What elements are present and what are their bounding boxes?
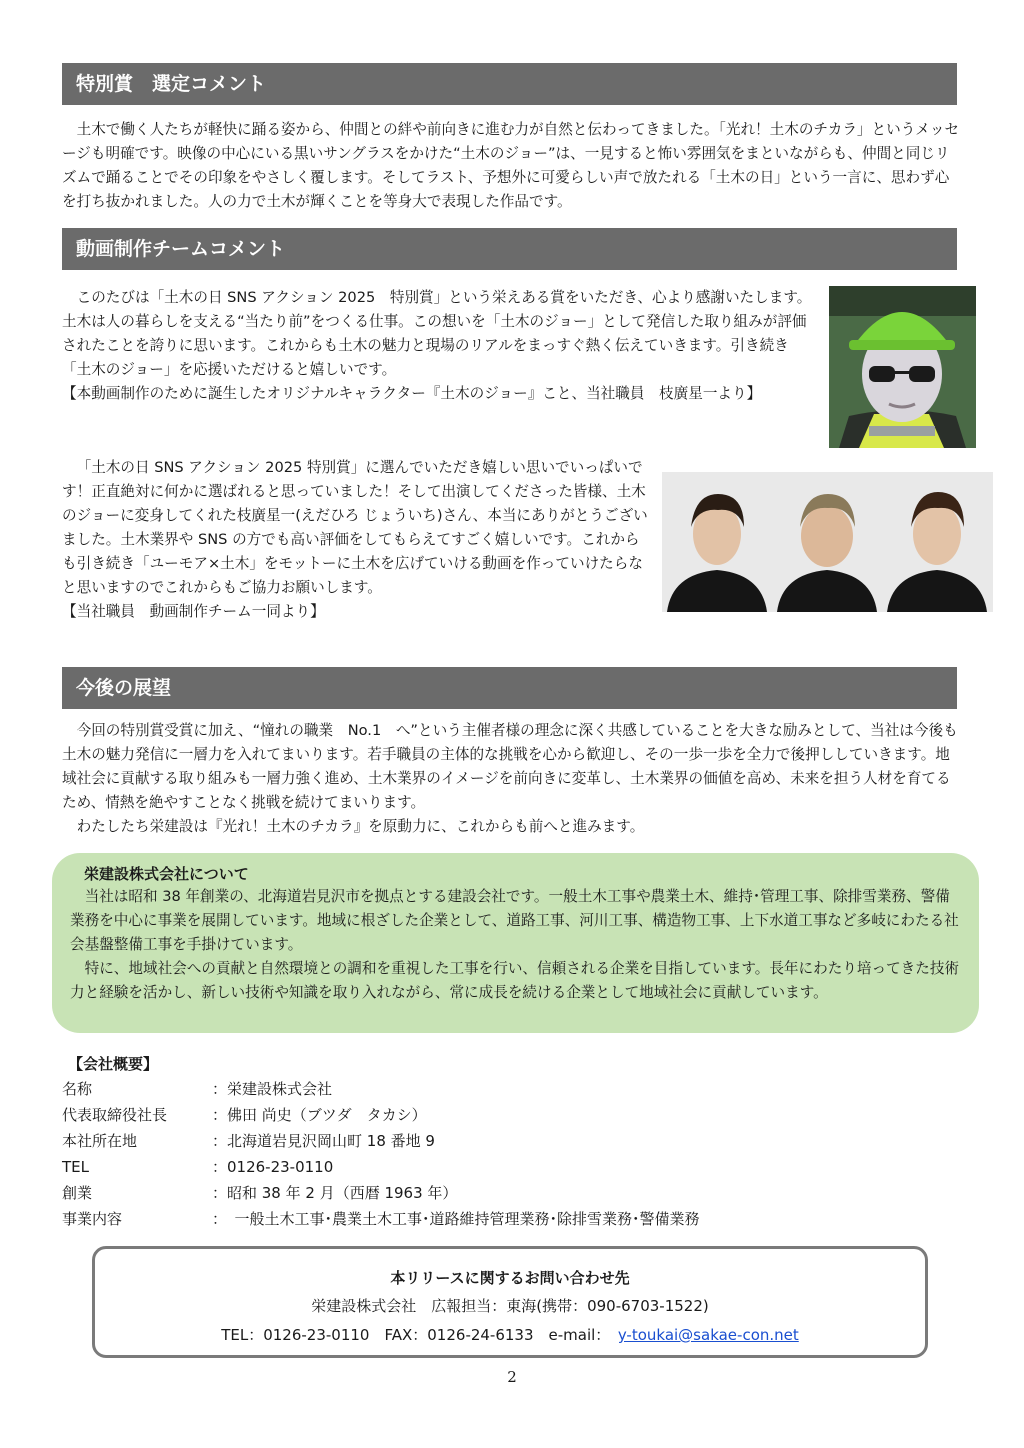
outlook-heading: 今後の展望 (62, 667, 957, 709)
special-award-heading: 特別賞 選定コメント (62, 63, 957, 105)
company-overview-title: 【会社概要】 (68, 1055, 159, 1073)
overview-value: ：栄建設株式会社 (212, 1080, 333, 1098)
contact-numbers (95, 1322, 925, 1348)
contact-title: 本リリースに関するお問い合わせ先 (390, 1269, 630, 1287)
company-overview (62, 1052, 700, 1232)
contact-person: 栄建設株式会社 広報担当：東海(携帯：090-6703-1522) (311, 1297, 709, 1315)
overview-label: 本社所在地 (62, 1132, 138, 1150)
joe-character-photo (829, 286, 976, 448)
team-comment-2-attribution: 【当社職員 動画制作チーム一同より】 (62, 603, 325, 620)
about-company-para-2: 特に、地域社会への貢献と自然環境との調和を重視した工事を行い、信頼される企業を目指しています。長年にわたり培ってきた技術力と経験を活かし、新しい技術や知識を取り入れながら、常に成長を続ける企業として地域社会に貢献しています。 (70, 960, 960, 1001)
overview-row-business (62, 1206, 700, 1232)
overview-label: 名称 (62, 1080, 93, 1098)
overview-row-founded (62, 1180, 700, 1206)
contact-tel-fax: TEL：0126-23-0110 FAX：0126-24-6133 e-mail： (221, 1326, 618, 1344)
overview-value: ：昭和 38 年 2 月（西暦 1963 年） (212, 1184, 458, 1202)
overview-row-address (62, 1128, 700, 1154)
overview-value: ：佛田 尚史（ブツダ タカシ） (212, 1106, 427, 1124)
team-photo (662, 472, 993, 612)
team-comment-1: このたびは「土木の日 SNS アクション 2025 特別賞」という栄えある賞をいただき、心より感謝いたします。土木は人の暮らしを支える“当たり前”をつくる仕事。この想いを「土木のジョー」として発信した取り組みが評価されたことを誇りに思います。これからも土木の魅力と現場のリアルをまっすぐ熱く伝えていきます。引き続き「土木のジョー」を応援いただけると嬉しいです。 【本動画制作のために誕生したオリジナルキャラクター『土木のジョー』こと、当社職員 枝廣星一より】 (62, 286, 817, 406)
overview-value: ：北海道岩見沢岡山町 18 番地 9 (212, 1132, 435, 1150)
overview-value: ：0126-23-0110 (212, 1158, 334, 1176)
overview-row-name (62, 1076, 700, 1102)
contact-box (92, 1246, 928, 1358)
team-members-image (662, 472, 993, 612)
about-company-para-1: 当社は昭和 38 年創業の、北海道岩見沢市を拠点とする建設会社です。一般土木工事や農業土木、維持･管理工事、除排雪業務、警備業務を中心に事業を展開しています。地域に根ざした企業として、道路工事、河川工事、構造物工事、上下水道工事など多岐にわたる社会基盤整備工事を手掛けています。 (70, 888, 959, 953)
contact-email-link[interactable]: y-toukai@sakae-con.net (617, 1326, 799, 1344)
overview-label: TEL (62, 1158, 89, 1176)
overview-row-president (62, 1102, 700, 1128)
team-comment-2: 「土木の日 SNS アクション 2025 特別賞」に選んでいただき嬉しい思いでいっぱいです！正直絶対に何かに選ばれると思っていました！そして出演してくださった皆様、土木のジョーに変身してくれた枝廣星一(えだひろ じょういち)さん、本当にありがとうございました。土木業界や SNS の方でも高い評価をしてもらえてすごく嬉しいです。これからも引き続き「ユーモア×土木」をモットーに土木を広げていける動画を作っていけたらなと思いますのでこれからもご協力お願いします。 【当社職員 動画制作チーム一同より】 (62, 456, 652, 624)
overview-row-tel (62, 1154, 700, 1180)
overview-label: 創業 (62, 1184, 93, 1202)
overview-value: ： 一般土木工事･農業土木工事･道路維持管理業務･除排雪業務･警備業務 (212, 1210, 700, 1228)
special-award-text: 土木で働く人たちが軽快に踊る姿から、仲間との絆や前向きに進む力が自然と伝わってきました。「光れ！土木のチカラ」というメッセージも明確です。映像の中心にいる黒いサングラスをかけた“土木のジョー”は、一見すると怖い雰囲気をまといながらも、仲間と同じリズムで踊ることでその印象をやさしく覆します。そしてラスト、予想外に可愛らしい声で放たれる「土木の日」という一言に、思わず心を打ち抜かれました。人の力で土木が輝くことを等身大で表現した作品です。 (62, 121, 960, 210)
outlook-text (62, 719, 962, 839)
overview-label: 事業内容 (62, 1210, 123, 1228)
overview-label: 代表取締役社長 (62, 1106, 168, 1124)
team-comment-heading: 動画制作チームコメント (62, 228, 957, 270)
team-comment-1-attribution: 【本動画制作のために誕生したオリジナルキャラクター『土木のジョー』こと、当社職員 枝廣星一より】 (62, 385, 762, 402)
outlook-para-2: わたしたち栄建設は『光れ！土木のチカラ』を原動力に、これからも前へと進みます。 (76, 818, 645, 835)
about-company-box (52, 853, 979, 1033)
page-number: 2 (507, 1368, 517, 1386)
joe-character-image (829, 286, 976, 448)
about-company-title: 栄建設株式会社について (84, 865, 249, 883)
outlook-para-1: 今回の特別賞受賞に加え、“憧れの職業 No.1 へ”という主催者様の理念に深く共感していることを大きな励みとして、当社は今後も土木の魅力発信に一層力を入れてまいります。若手職員の主体的な挑戦を心から歓迎し、その一歩一歩を全力で後押ししていきます。地域社会に貢献する取り組みも一層力強く進め、土木業界のイメージを前向きに変革し、土木業界の価値を高め、未来を担う人材を育てるため、情熱を絶やすことなく挑戦を続けてまいります。 (62, 722, 958, 811)
